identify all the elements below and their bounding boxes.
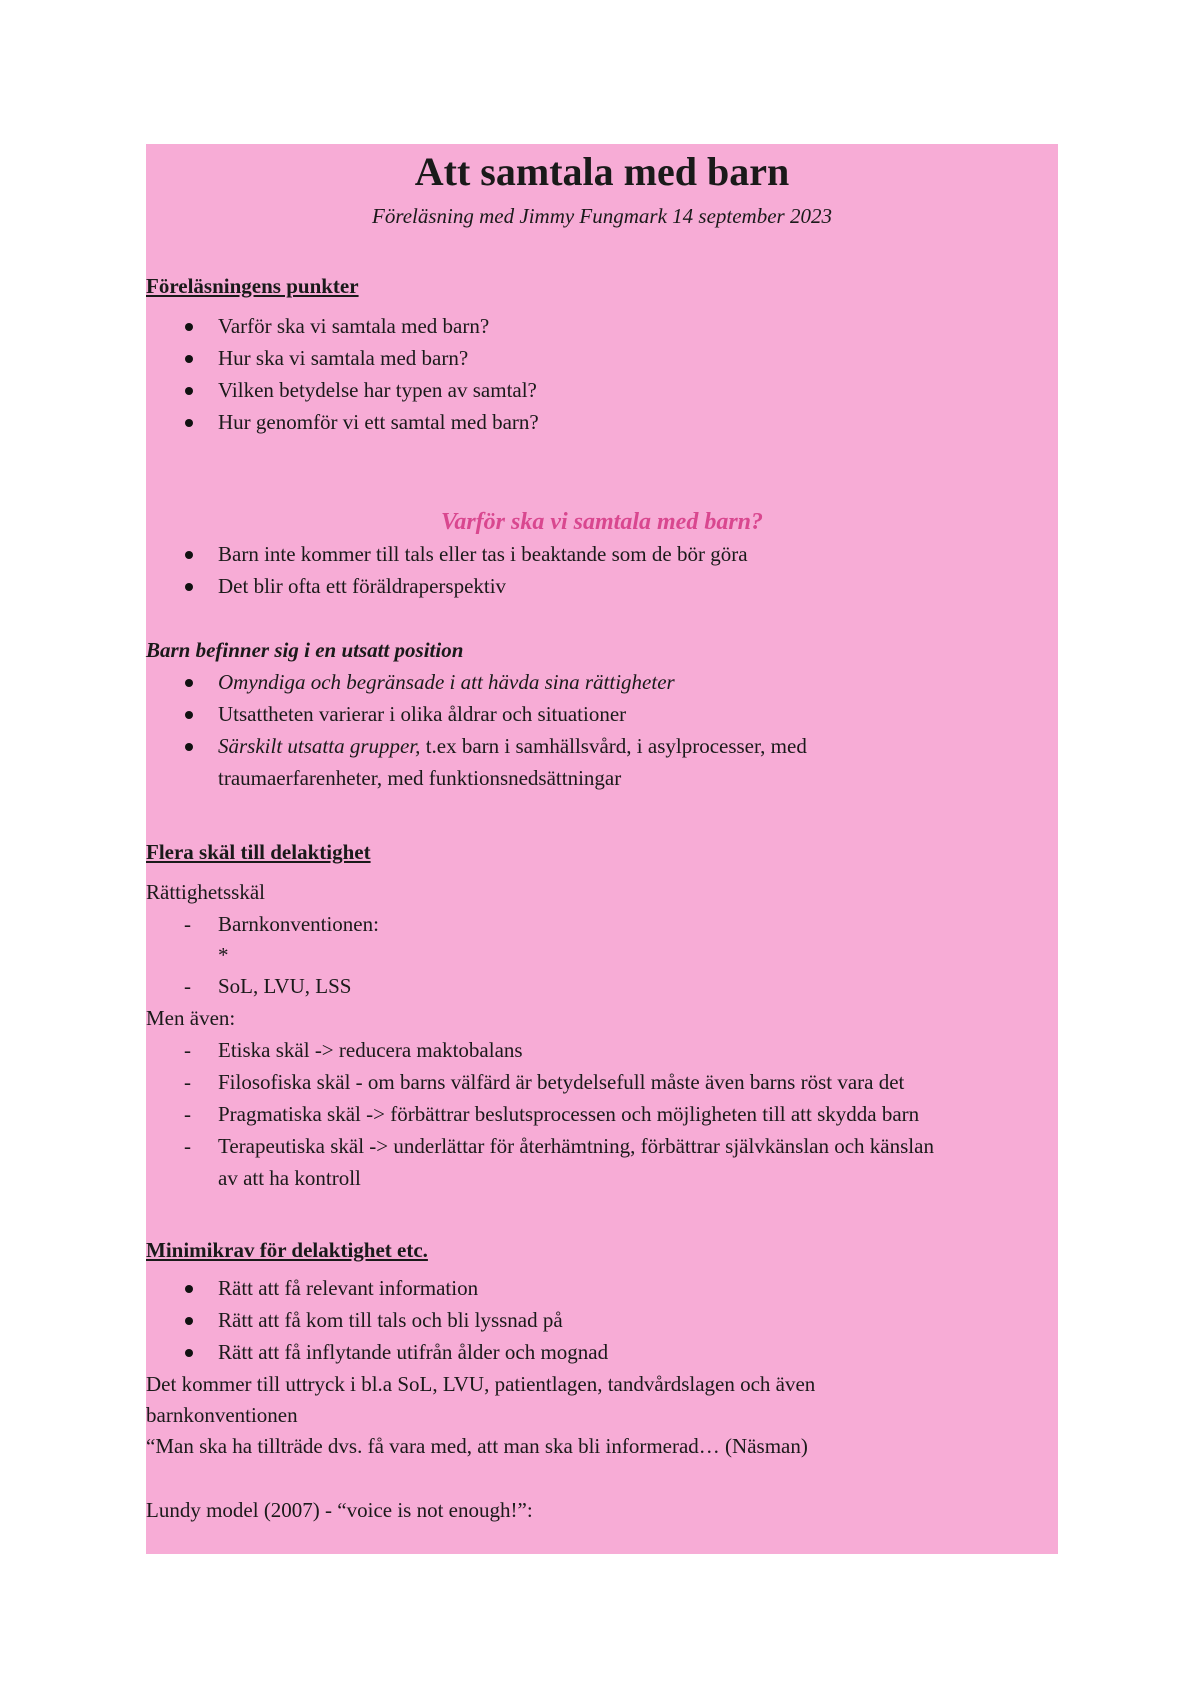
list-item: Utsattheten varierar i olika åldrar och situationer bbox=[146, 698, 1058, 730]
list-item: Varför ska vi samtala med barn? bbox=[146, 310, 1058, 342]
paragraph-continuation: barnkonventionen bbox=[146, 1403, 298, 1427]
dash-icon: - bbox=[184, 1134, 191, 1158]
section-heading: Flera skäl till delaktighet bbox=[146, 840, 371, 864]
bullet-icon bbox=[185, 1349, 193, 1357]
section-lecture-points bbox=[146, 270, 1058, 438]
section-minimum-requirements bbox=[146, 1234, 1058, 1526]
section-why bbox=[146, 506, 1058, 602]
paragraph: Men även: bbox=[146, 1006, 236, 1030]
section-exposed-position bbox=[146, 634, 1058, 794]
dash-item: - Filosofiska skäl - om barns välfärd är betydelsefull måste även barns röst vara det bbox=[146, 1066, 1058, 1098]
bullet-icon bbox=[185, 323, 193, 331]
section-heading: Minimikrav för delaktighet etc. bbox=[146, 1238, 428, 1262]
list-item: Barn inte kommer till tals eller tas i beaktande som de bör göra bbox=[146, 538, 1058, 570]
bullet-icon bbox=[185, 551, 193, 559]
bullet-icon bbox=[185, 743, 193, 751]
list-item: Hur genomför vi ett samtal med barn? bbox=[146, 406, 1058, 438]
paragraph: Det kommer till uttryck i bl.a SoL, LVU, patientlagen, tandvårdslagen och även bbox=[146, 1372, 816, 1396]
list-item: Vilken betydelse har typen av samtal? bbox=[146, 374, 1058, 406]
list-item: Omyndiga och begränsade i att hävda sina rättigheter bbox=[146, 666, 1058, 698]
section-reasons bbox=[146, 836, 1058, 1194]
list-item: Hur ska vi samtala med barn? bbox=[146, 342, 1058, 374]
bullet-icon bbox=[185, 355, 193, 363]
dash-item-continuation: av att ha kontroll bbox=[218, 1166, 361, 1190]
dash-icon: - bbox=[184, 1038, 191, 1062]
document-page bbox=[146, 144, 1058, 1554]
dash-item: - Etiska skäl -> reducera maktobalans bbox=[146, 1034, 1058, 1066]
list-item: Det blir ofta ett föräldraperspektiv bbox=[146, 570, 1058, 602]
list-item: Rätt att få relevant information bbox=[146, 1272, 1058, 1304]
section-heading: Varför ska vi samtala med barn? bbox=[440, 509, 764, 535]
bullet-icon bbox=[185, 583, 193, 591]
dash-icon: - bbox=[184, 974, 191, 998]
list-item-continuation: traumaerfarenheter, med funktionsnedsättningar bbox=[218, 766, 622, 790]
bullet-icon bbox=[185, 679, 193, 687]
paragraph: Lundy model (2007) - “voice is not enough!”: bbox=[146, 1498, 533, 1522]
bullet-icon bbox=[185, 419, 193, 427]
document-title: Att samtala med barn bbox=[414, 149, 790, 194]
dash-icon: - bbox=[184, 1070, 191, 1094]
bullet-icon bbox=[185, 387, 193, 395]
bullet-icon bbox=[185, 1285, 193, 1293]
dash-icon: - bbox=[184, 1102, 191, 1126]
dash-item: - SoL, LVU, LSS bbox=[146, 970, 1058, 1002]
list-item: Särskilt utsatta grupper, t.ex barn i samhällsvård, i asylprocesser, med bbox=[146, 730, 1058, 762]
bullet-icon bbox=[185, 711, 193, 719]
star-line: * bbox=[218, 943, 229, 967]
quote-paragraph: “Man ska ha tillträde dvs. få vara med, att man ska bli informerad… (Näsman) bbox=[146, 1434, 808, 1458]
dash-item: - Barnkonventionen: bbox=[146, 908, 1058, 940]
dash-icon: - bbox=[184, 912, 191, 936]
dash-item: - Pragmatiska skäl -> förbättrar beslutsprocessen och möjligheten till att skydda barn bbox=[146, 1098, 1058, 1130]
section-heading: Barn befinner sig i en utsatt position bbox=[146, 638, 464, 662]
document-subtitle: Föreläsning med Jimmy Fungmark 14 september 2023 bbox=[372, 204, 832, 228]
bullet-icon bbox=[185, 1317, 193, 1325]
dash-item: - Terapeutiska skäl -> underlättar för återhämtning, förbättrar självkänslan och känslan bbox=[146, 1130, 1058, 1162]
paragraph: Rättighetsskäl bbox=[146, 880, 265, 904]
list-item: Rätt att få inflytande utifrån ålder och mognad bbox=[146, 1336, 1058, 1368]
section-heading: Föreläsningens punkter bbox=[146, 274, 359, 298]
list-item: Rätt att få kom till tals och bli lyssnad på bbox=[146, 1304, 1058, 1336]
